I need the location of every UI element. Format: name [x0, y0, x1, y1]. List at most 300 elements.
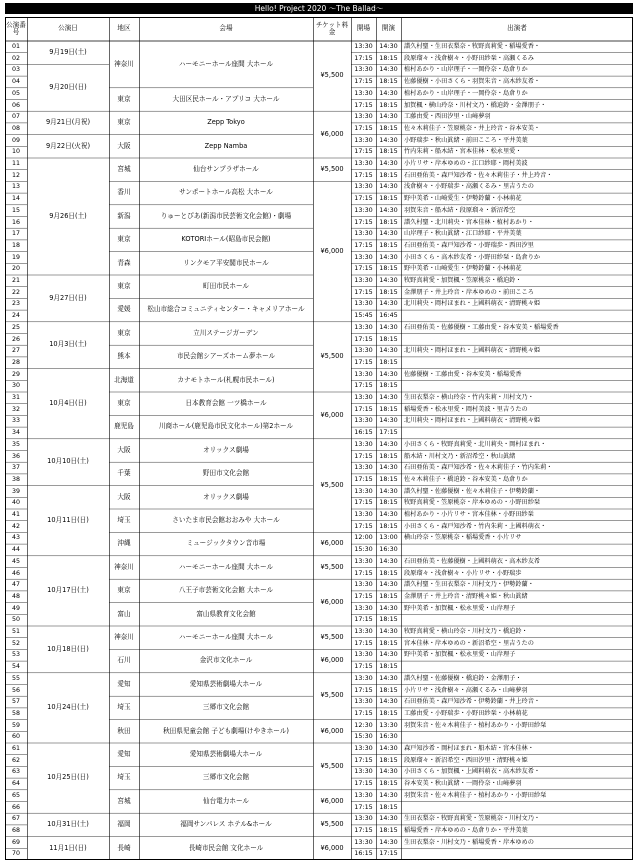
open-time: 17:15: [354, 755, 373, 764]
performers-cell: 生田衣梨奈・川村文乃・稲場愛香・岸本ゆめの: [404, 838, 534, 846]
open-time: 13:30: [354, 486, 373, 495]
start-time: 14:30: [379, 603, 398, 612]
open-time: 17:15: [354, 170, 373, 179]
show-number: 38: [11, 475, 20, 483]
start-time: 18:15: [379, 404, 398, 413]
region-cell: 秋田: [117, 726, 131, 735]
show-number: 60: [11, 733, 20, 741]
performers-cell: 小田さくら・高木紗友希・小野田紗栞・島倉りか: [404, 253, 541, 261]
show-number: 34: [11, 429, 20, 437]
open-time: 13:30: [354, 790, 373, 799]
performers-cell: 譜久村聖・佐藤優樹・橋迫鈴・金澤朋子・: [404, 674, 522, 682]
performers-cell: 北川莉央・岡村ほまれ・上國料萌衣・清野桃々姫: [404, 417, 541, 425]
header-price: チケット料金: [315, 20, 349, 36]
ticket-price: ¥5,500: [320, 480, 344, 489]
open-time: 17:15: [354, 217, 373, 226]
ticket-price: ¥5,500: [320, 761, 344, 770]
performers-cell: 石田亜佑美・佐藤優樹・上國料萌衣・高木紗友希: [404, 557, 541, 565]
show-date: 9月27日(日): [49, 293, 87, 302]
region-cell: 愛媛: [117, 305, 131, 314]
open-time: 17:15: [354, 802, 373, 811]
venue-cell: 仙台サンプラザホール: [193, 164, 259, 173]
header-no: 公演番号: [6, 20, 26, 36]
show-number: 29: [11, 370, 20, 378]
show-date: 10月24日(土): [47, 703, 89, 712]
open-time: 13:30: [354, 299, 373, 308]
show-date: 10月4日(日): [49, 398, 87, 407]
open-time: 13:30: [354, 673, 373, 682]
show-number: 70: [11, 850, 20, 858]
performers-cell: 羽賀朱音・佐々木莉佳子・植村あかり・小野田紗栞: [404, 791, 547, 799]
start-time: 14:30: [379, 205, 398, 214]
open-time: 17:15: [354, 381, 373, 390]
start-time: 18:15: [379, 77, 398, 86]
show-number: 46: [11, 569, 20, 577]
show-number: 44: [11, 546, 20, 554]
start-time: 14:30: [379, 673, 398, 682]
start-time: 14:30: [379, 510, 398, 519]
performers-cell: 船木結・川村文乃・新沼希空・秋山眞緒: [404, 452, 516, 460]
start-time: 14:30: [379, 790, 398, 799]
venue-cell: 富山県教育文化会館: [196, 609, 256, 618]
start-time: 16:30: [379, 545, 398, 554]
ticket-price: ¥5,500: [320, 632, 344, 641]
show-date: 11月1日(日): [49, 843, 87, 852]
region-cell: 東京: [117, 94, 131, 103]
open-time: 17:15: [354, 521, 373, 530]
start-time: 18:15: [379, 802, 398, 811]
performers-cell: 稲場愛香・松永里愛・岡村美波・里吉うたの: [404, 405, 528, 413]
performers-cell: 佐々木莉佳子・橋迫鈴・谷本安美・島倉りか: [404, 475, 528, 483]
show-number: 32: [11, 405, 20, 413]
ticket-price: ¥6,000: [320, 656, 344, 665]
region-cell: 埼玉: [117, 515, 131, 524]
ticket-price: ¥5,500: [320, 691, 344, 700]
show-number: 55: [11, 674, 20, 682]
performers-cell: 石田亜佑美・森戸知沙希・佐々木莉佳子・竹内朱莉・: [404, 464, 553, 472]
region-cell: 福岡: [117, 820, 131, 829]
performers-cell: [401, 661, 633, 673]
open-time: 13:30: [354, 322, 373, 331]
performers-cell: 石田亜佑美・佐藤優樹・工藤由愛・谷本安美・稲場愛香: [404, 323, 559, 331]
start-time: 18:15: [379, 615, 398, 624]
show-number: 04: [11, 78, 20, 86]
show-number: 40: [11, 499, 20, 507]
open-time: 17:15: [354, 685, 373, 694]
region-cell: 大阪: [117, 141, 131, 150]
show-number: 68: [11, 826, 20, 834]
show-number: 36: [11, 452, 20, 460]
performers-cell: 植村あかり・小片リサ・宮本佳林・小野田紗栞: [404, 511, 534, 519]
show-number: 52: [11, 639, 20, 647]
start-time: 14:30: [379, 42, 398, 51]
region-cell: 神奈川: [114, 562, 134, 571]
performers-cell: 石田亜佑美・森戸知沙希・佐々木莉佳子・井上玲音・: [404, 171, 553, 179]
ticket-price: ¥6,000: [320, 410, 344, 419]
start-time: 18:15: [379, 217, 398, 226]
performers-cell: 植村あかり・山岸理子・一岡伶奈・島倉りか: [404, 89, 528, 97]
start-time: 18:15: [379, 147, 398, 156]
ticket-price: ¥6,000: [320, 597, 344, 606]
performers-cell: 牧野真莉愛・加賀楓・笠原桃奈・橋迫鈴・: [404, 277, 522, 285]
show-number: 42: [11, 522, 20, 530]
performers-cell: 横山玲奈・笠原桃奈・稲場愛香・小片リサ: [404, 534, 522, 542]
open-time: 13:30: [354, 135, 373, 144]
region-cell: 宮城: [117, 164, 131, 173]
start-time: 14:30: [379, 556, 398, 565]
show-number: 20: [11, 265, 20, 273]
open-time: 13:30: [354, 369, 373, 378]
region-cell: 石川: [117, 656, 131, 665]
open-time: 17:15: [354, 568, 373, 577]
performers-cell: 譜久村聖・生田衣梨奈・川村文乃・伊勢鈴蘭・: [404, 581, 534, 589]
open-time: 15:30: [354, 545, 373, 554]
show-number: 07: [11, 113, 20, 121]
show-date: 10月25日(日): [47, 773, 89, 782]
region-cell: 北海道: [114, 375, 134, 384]
show-number: 12: [11, 171, 20, 179]
show-number: 21: [11, 277, 20, 285]
ticket-price: ¥5,500: [320, 352, 344, 361]
start-time: 14:30: [379, 135, 398, 144]
start-time: 18:15: [379, 755, 398, 764]
performers-cell: 生田衣梨奈・横山玲奈・竹内朱莉・川村文乃・: [404, 394, 534, 402]
open-time: 17:15: [354, 264, 373, 273]
show-number: 64: [11, 780, 20, 788]
performers-cell: 加賀楓・横山玲奈・川村文乃・橋迫鈴・金澤朋子・: [404, 101, 547, 109]
start-time: 18:15: [379, 638, 398, 647]
performers-cell: 金澤朋子・井上玲音・岸本ゆめの・前田こころ: [404, 288, 534, 296]
open-time: 13:30: [354, 65, 373, 74]
show-date: 10月31日(土): [47, 820, 89, 829]
open-time: 15:45: [354, 311, 373, 320]
ticket-price: ¥5,500: [320, 562, 344, 571]
start-time: 18:15: [379, 708, 398, 717]
region-cell: 鹿児島: [114, 422, 134, 431]
show-number: 41: [11, 511, 20, 519]
show-date: 9月19日(土): [49, 47, 87, 56]
start-time: 18:15: [379, 194, 398, 203]
open-time: 13:30: [354, 650, 373, 659]
open-time: 17:15: [354, 825, 373, 834]
open-time: 13:30: [354, 837, 373, 846]
performers-cell: 北川莉央・岡村ほまれ・上國料萌衣・清野桃々姫: [404, 347, 541, 355]
performers-cell: [401, 731, 633, 743]
venue-cell: 松山市総合コミュニティセンター・キャメリアホール: [147, 305, 305, 314]
start-time: 18:15: [379, 591, 398, 600]
open-time: 13:30: [354, 42, 373, 51]
start-time: 14:30: [379, 767, 398, 776]
performers-cell: 稲場愛香・岸本ゆめの・島倉りか・平井美葉: [404, 826, 528, 834]
venue-cell: Zepp Tokyo: [207, 118, 245, 127]
show-number: 63: [11, 768, 20, 776]
open-time: 13:30: [354, 603, 373, 612]
show-number: 61: [11, 745, 20, 753]
ticket-price: ¥6,000: [320, 726, 344, 735]
show-date: 10月18日(日): [47, 644, 89, 653]
venue-cell: さいたま市民会館おおみや 大ホール: [172, 515, 280, 524]
open-time: 17:15: [354, 474, 373, 483]
show-number: 18: [11, 241, 20, 249]
performers-cell: 段原瑠々・浅倉樹々・小片リサ・小野瑞歩: [404, 569, 522, 577]
start-time: 14:30: [379, 229, 398, 238]
region-cell: 埼玉: [117, 773, 131, 782]
performers-cell: 野中美希・加賀楓・松永里愛・山岸理子: [404, 651, 516, 659]
show-number: 59: [11, 721, 20, 729]
show-date: 10月17日(土): [47, 586, 89, 595]
start-time: 14:30: [379, 112, 398, 121]
show-number: 02: [11, 54, 20, 62]
show-number: 16: [11, 218, 20, 226]
show-number: 19: [11, 253, 20, 261]
performers-cell: 植村あかり・山岸理子・一岡伶奈・島倉りか: [404, 66, 528, 74]
start-time: 14:30: [379, 346, 398, 355]
header-open: 開場: [356, 24, 371, 33]
venue-cell: 大田区民ホール・アプリコ 大ホール: [172, 94, 280, 103]
ticket-price: ¥6,000: [320, 796, 344, 805]
performers-cell: 森戸知沙希・岡村ほまれ・船木結・宮本佳林・: [404, 745, 534, 753]
venue-cell: 町田市民ホール: [202, 281, 250, 290]
venue-cell: カナモトホール(札幌市民ホール): [177, 375, 275, 384]
performers-cell: 工藤由愛・小野瑞歩・小野田紗栞・小林萌花: [404, 709, 528, 717]
region-cell: 大阪: [117, 445, 131, 454]
open-time: 13:30: [354, 439, 373, 448]
start-time: 18:15: [379, 381, 398, 390]
open-time: 17:15: [354, 147, 373, 156]
start-time: 18:15: [379, 825, 398, 834]
region-cell: 埼玉: [117, 703, 131, 712]
region-cell: 愛知: [117, 749, 131, 758]
show-number: 57: [11, 698, 20, 706]
venue-cell: 野田市文化会館: [202, 469, 250, 478]
performers-cell: 浅倉樹々・小野瑞歩・高瀬くるみ・里吉うたの: [404, 183, 534, 191]
venue-cell: ハーモニーホール座間 大ホール: [178, 59, 274, 68]
venue-cell: 三郷市文化会館: [202, 703, 250, 712]
open-time: 16:15: [354, 849, 373, 858]
open-time: 15:30: [354, 732, 373, 741]
start-time: 18:15: [379, 779, 398, 788]
venue-cell: リンクモア平安閣市民ホール: [183, 258, 269, 267]
performers-cell: 野中美希・山崎愛生・伊勢鈴蘭・小林萌花: [404, 265, 522, 273]
show-date: 10月10日(土): [47, 457, 89, 466]
region-cell: 神奈川: [114, 632, 134, 641]
show-number: 09: [11, 136, 20, 144]
performers-cell: [401, 380, 633, 392]
ticket-price: ¥6,000: [320, 246, 344, 255]
performers-cell: 小田さくら・森戸知沙希・竹内朱莉・上國料萌衣・: [404, 522, 547, 530]
performers-cell: 小片リサ・岸本ゆめの・江口紗耶・岡村美波: [404, 160, 528, 168]
show-number: 37: [11, 464, 20, 472]
open-time: 17:15: [354, 194, 373, 203]
performers-cell: 譜久村聖・北川莉央・宮本佳林・植村あかり・: [404, 218, 534, 226]
region-cell: 東京: [117, 398, 131, 407]
venue-cell: Zepp Namba: [204, 141, 248, 150]
show-number: 51: [11, 628, 20, 636]
open-time: 17:15: [354, 662, 373, 671]
show-number: 53: [11, 651, 20, 659]
open-time: 13:30: [354, 159, 373, 168]
start-time: 14:30: [379, 580, 398, 589]
start-time: 18:15: [379, 100, 398, 109]
show-number: 50: [11, 616, 20, 624]
open-time: 17:15: [354, 591, 373, 600]
show-number: 43: [11, 534, 20, 542]
open-time: 13:30: [354, 393, 373, 402]
performers-cell: 牧野真莉愛・笠原桃奈・岸本ゆめの・小野田紗栞: [404, 499, 541, 507]
show-number: 13: [11, 183, 20, 191]
ticket-price: ¥6,000: [320, 129, 344, 138]
start-time: 18:15: [379, 451, 398, 460]
venue-cell: ミュージックタウン音市場: [186, 539, 266, 548]
show-number: 30: [11, 382, 20, 390]
start-time: 14:30: [379, 744, 398, 753]
start-time: 18:15: [379, 357, 398, 366]
show-number: 08: [11, 124, 20, 132]
show-number: 28: [11, 358, 20, 366]
start-time: 14:30: [379, 627, 398, 636]
performers-cell: 谷本安美・秋山眞緒・一岡伶奈・山﨑夢羽: [404, 780, 522, 788]
show-number: 27: [11, 347, 20, 355]
region-cell: 新潟: [117, 211, 131, 220]
start-time: 13:00: [379, 533, 398, 542]
start-time: 13:30: [379, 720, 398, 729]
show-date: 10月3日(土): [49, 340, 87, 349]
show-number: 15: [11, 206, 20, 214]
performers-cell: 譜久村聖・佐藤優樹・佐々木莉佳子・伊勢鈴蘭・: [404, 487, 541, 495]
start-time: 16:45: [379, 311, 398, 320]
show-number: 45: [11, 557, 20, 565]
open-time: 16:15: [354, 428, 373, 437]
show-number: 26: [11, 335, 20, 343]
start-time: 14:30: [379, 416, 398, 425]
region-cell: 東京: [117, 281, 131, 290]
open-time: 13:30: [354, 556, 373, 565]
region-cell: 青森: [117, 258, 131, 267]
start-time: 14:30: [379, 486, 398, 495]
venue-cell: オリックス劇場: [203, 445, 249, 454]
performers-cell: 山岸理子・秋山眞緒・江口紗耶・平井美葉: [404, 230, 522, 238]
performers-cell: 北川莉央・岡村ほまれ・上國料萌衣・清野桃々姫: [404, 300, 541, 308]
header-date: 公演日: [58, 24, 78, 33]
performers-cell: 小田さくら・牧野真莉愛・北川莉央・岡村ほまれ・: [404, 440, 547, 448]
header-performers: 出演者: [507, 24, 527, 33]
start-time: 18:15: [379, 53, 398, 62]
performers-cell: 佐々木莉佳子・笠原桃奈・井上玲音・谷本安美・: [404, 124, 541, 132]
start-time: 14:30: [379, 182, 398, 191]
venue-cell: 愛知県芸術劇場大ホール: [189, 749, 263, 758]
performers-cell: 小田さくら・加賀楓・上國料萌衣・高木紗友希・: [404, 768, 541, 776]
region-cell: 東京: [117, 328, 131, 337]
show-number: 05: [11, 89, 20, 97]
performers-cell: 牧野真莉愛・横山玲奈・川村文乃・橋迫鈴・: [404, 628, 528, 636]
performers-cell: 佐藤優樹・小田さくら・羽賀朱音・高木紗友希・: [404, 78, 541, 86]
open-time: 17:15: [354, 334, 373, 343]
show-number: 56: [11, 686, 20, 694]
region-cell: 沖縄: [117, 539, 131, 548]
show-number: 65: [11, 791, 20, 799]
performers-cell: 野中美希・山崎愛生・伊勢鈴蘭・小林萌花: [404, 195, 522, 203]
venue-cell: 市民会館シアーズホーム夢ホール: [176, 352, 276, 361]
schedule-table: [5, 17, 633, 861]
performers-cell: [401, 334, 633, 346]
open-time: 13:30: [354, 416, 373, 425]
venue-cell: 金沢市文化ホール: [199, 656, 253, 665]
open-time: 17:15: [354, 357, 373, 366]
performers-cell: 佐藤優樹・工藤由愛・谷本安美・稲場愛香: [404, 370, 522, 378]
performers-cell: 羽賀朱音・佐々木莉佳子・植村あかり・小野田紗栞: [404, 721, 547, 729]
region-cell: 愛知: [117, 679, 131, 688]
start-time: 14:30: [379, 88, 398, 97]
region-cell: 東京: [117, 586, 131, 595]
show-number: 69: [11, 838, 20, 846]
start-time: 14:30: [379, 697, 398, 706]
performers-cell: 石田亜佑美・森戸知沙希・伊勢鈴蘭・井上玲音・: [404, 698, 541, 706]
region-cell: 宮城: [117, 796, 131, 805]
show-number: 10: [11, 148, 20, 156]
show-number: 49: [11, 604, 20, 612]
region-cell: 東京: [117, 235, 131, 244]
show-number: 54: [11, 663, 20, 671]
performers-cell: 羽賀朱音・船木結・段原瑠々・新沼希空: [404, 206, 516, 214]
show-number: 66: [11, 803, 20, 811]
open-time: 13:30: [354, 744, 373, 753]
open-time: 13:30: [354, 112, 373, 121]
ticket-price: ¥6,000: [320, 539, 344, 548]
show-number: 11: [11, 160, 20, 168]
start-time: 18:15: [379, 123, 398, 132]
performers-cell: [401, 848, 633, 860]
start-time: 14:30: [379, 814, 398, 823]
performers-cell: 段原瑠々・新沼希空・西田汐里・清野桃々姫: [404, 756, 528, 764]
performers-cell: 宮本佳林・岸本ゆめの・新沼希空・里吉うたの: [404, 639, 534, 647]
performers-cell: 石田亜佑美・森戸知沙希・小野瑞歩・西田汐里: [404, 241, 534, 249]
venue-cell: 長崎市民会館 文化ホール: [188, 843, 264, 852]
open-time: 13:30: [354, 205, 373, 214]
open-time: 13:30: [354, 697, 373, 706]
region-cell: 千葉: [117, 469, 131, 478]
region-cell: 東京: [117, 118, 131, 127]
start-time: 14:30: [379, 252, 398, 261]
performers-cell: [401, 802, 633, 814]
start-time: 18:15: [379, 474, 398, 483]
show-number: 06: [11, 101, 20, 109]
show-number: 01: [11, 43, 20, 51]
start-time: 18:15: [379, 662, 398, 671]
open-time: 17:15: [354, 451, 373, 460]
region-cell: 富山: [117, 609, 131, 618]
open-time: 13:30: [354, 229, 373, 238]
venue-cell: 八王子市芸術文化会館 大ホール: [178, 586, 274, 595]
show-number: 48: [11, 592, 20, 600]
show-date: 9月26日(土): [49, 211, 87, 220]
venue-cell: ハーモニーホール座間 大ホール: [178, 632, 274, 641]
show-number: 03: [11, 66, 20, 74]
show-number: 33: [11, 417, 20, 425]
ticket-price: ¥5,500: [320, 71, 344, 80]
performers-cell: 工藤由愛・西田汐里・山﨑夢羽: [404, 113, 491, 121]
start-time: 18:15: [379, 287, 398, 296]
performers-cell: 譜久村聖・生田衣梨奈・牧野真莉愛・稲場愛香・: [404, 43, 541, 51]
show-number: 67: [11, 815, 20, 823]
open-time: 13:30: [354, 814, 373, 823]
header-region: 地区: [117, 24, 131, 33]
show-number: 24: [11, 312, 20, 320]
show-number: 14: [11, 195, 20, 203]
show-number: 39: [11, 487, 20, 495]
performers-cell: 金澤朋子・井上玲音・清野桃々姫・秋山眞緒: [404, 592, 528, 600]
open-time: 17:15: [354, 708, 373, 717]
start-time: 18:15: [379, 170, 398, 179]
